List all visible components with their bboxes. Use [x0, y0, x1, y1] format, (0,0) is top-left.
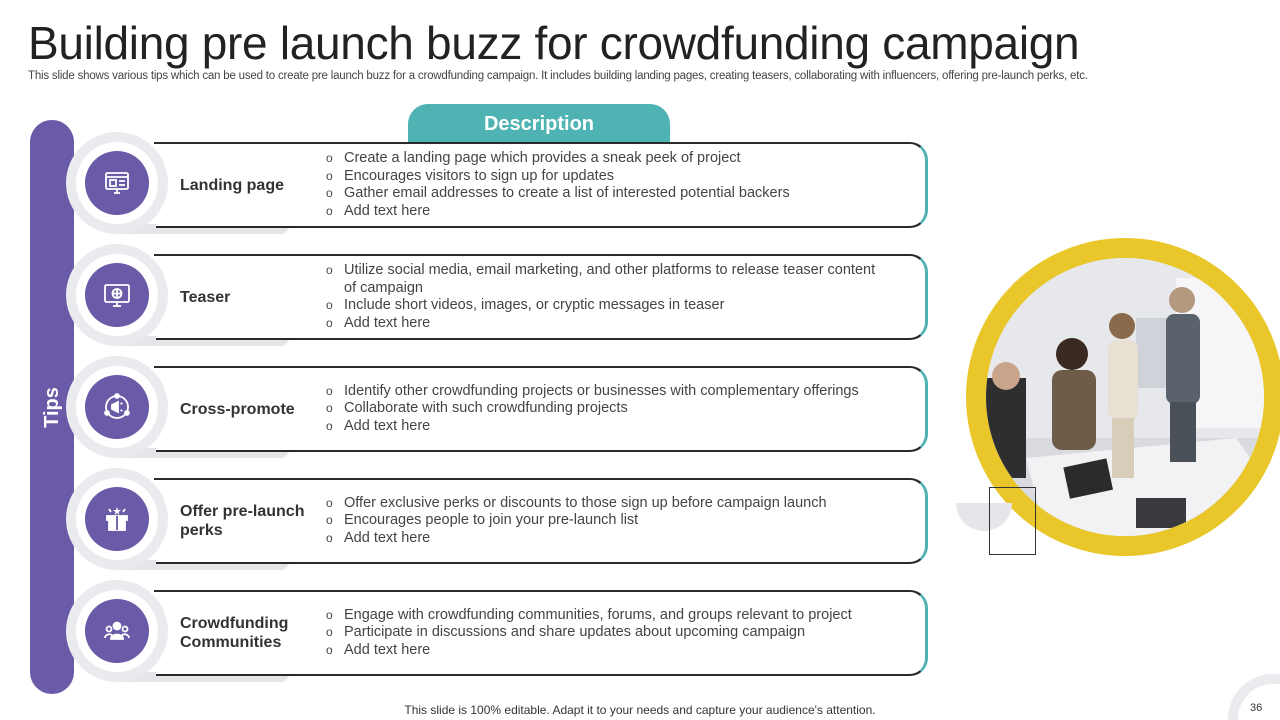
- bullet-item: o Create a landing page which provides a sneak peek of project: [324, 150, 884, 168]
- tip-row-offer-perks: [66, 468, 930, 568]
- bullet-item: o Participate in discussions and share updates about upcoming campaign: [324, 624, 884, 642]
- tip-row-teaser: [66, 244, 930, 344]
- tip-row-communities: [66, 580, 930, 680]
- tip-row-cross-promote: [66, 356, 930, 456]
- tip-label: Offer pre-launch perks: [180, 503, 305, 539]
- bullet-item: o Utilize social media, email marketing, and other platforms to release teaser content of campaign: [324, 262, 884, 297]
- tip-label: Landing page: [180, 176, 284, 194]
- bullet-item: o Engage with crowdfunding communities, forums, and groups relevant to project: [324, 607, 884, 625]
- landing-page-icon: [85, 151, 149, 215]
- bullet-item: o Include short videos, images, or cryptic messages in teaser: [324, 297, 884, 315]
- monitor-icon: [85, 263, 149, 327]
- bullet-item: o Add text here: [324, 642, 884, 660]
- bullet-item: o Encourages people to join your pre-launch list: [324, 512, 884, 530]
- slide-title: Building pre launch buzz for crowdfunding campaign: [28, 17, 1080, 69]
- tip-label: Cross-promote: [180, 400, 295, 418]
- bullet-item: o Add text here: [324, 418, 884, 436]
- bullet-item: o Offer exclusive perks or discounts to those sign up before campaign launch: [324, 495, 884, 513]
- decorative-square: [989, 487, 1036, 555]
- gift-box-icon: [85, 487, 149, 551]
- tip-bullets: [324, 478, 884, 564]
- bullet-item: o Collaborate with such crowdfunding projects: [324, 400, 884, 418]
- megaphone-cycle-icon: [85, 375, 149, 439]
- bullet-item: o Gather email addresses to create a list of interested potential backers: [324, 185, 884, 203]
- bullet-item: o Add text here: [324, 315, 884, 333]
- tip-bullets: [324, 590, 884, 676]
- bullet-item: o Encourages visitors to sign up for updates: [324, 168, 884, 186]
- slide-footer: This slide is 100% editable. Adapt it to your needs and capture your audience's attention.: [404, 703, 876, 717]
- tip-label: Teaser: [180, 288, 231, 306]
- slide-subtitle: This slide shows various tips which can be used to create pre launch buzz for a crowdfunding campaign. It includes building landing pages, creating teasers, collaborating with influencers, offering pre-launch perks, etc.: [28, 70, 1088, 82]
- tips-label: Tips: [40, 386, 63, 428]
- bullet-item: o Add text here: [324, 530, 884, 548]
- bullet-item: o Identify other crowdfunding projects or businesses with complementary offerings: [324, 383, 884, 401]
- community-icon: [85, 599, 149, 663]
- tip-label: Crowdfunding Communities: [180, 615, 289, 651]
- bullet-item: o Add text here: [324, 203, 884, 221]
- tip-row-landing-page: [66, 132, 930, 232]
- tip-bullets: [324, 366, 884, 452]
- tip-bullets: [324, 254, 884, 340]
- tip-bullets: [324, 142, 884, 228]
- description-header: Description: [408, 104, 670, 144]
- page-number: 36: [1250, 702, 1263, 714]
